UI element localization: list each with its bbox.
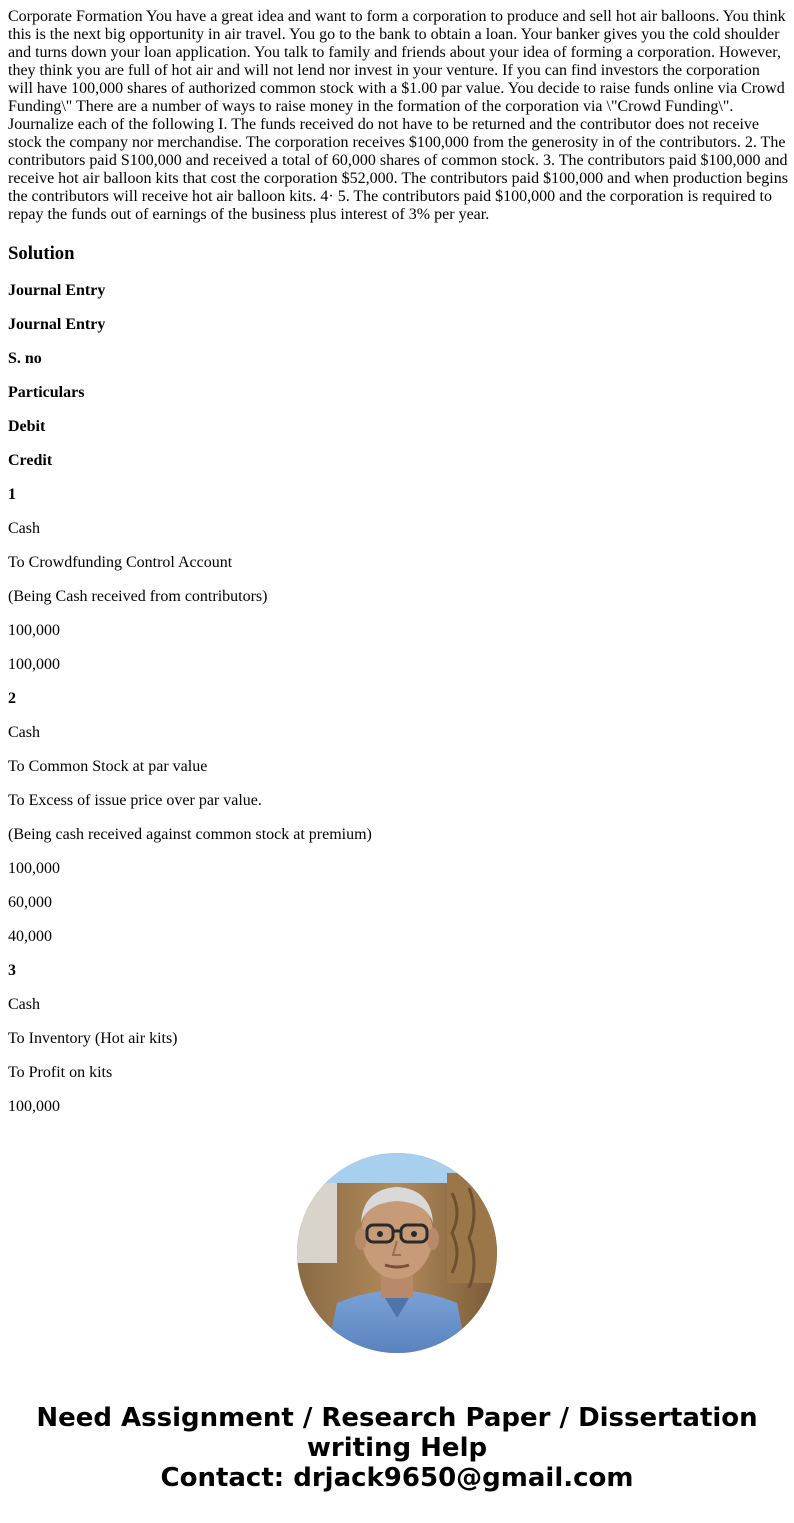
column-header-debit: Debit <box>8 418 46 435</box>
entry-particular: Cash <box>8 520 40 537</box>
entry-particular: To Profit on kits <box>8 1064 113 1081</box>
entry-narration: (Being Cash received from contributors) <box>8 588 268 605</box>
promo-line: writing Help <box>306 1433 488 1463</box>
promo-banner <box>0 1403 794 1493</box>
entry-amount: 100,000 <box>8 1098 60 1115</box>
entry-particular: To Excess of issue price over par value. <box>8 792 262 809</box>
journal-entry-heading: Journal Entry <box>8 316 106 333</box>
journal-entry-heading: Journal Entry <box>8 282 106 299</box>
column-header-particulars: Particulars <box>8 384 85 401</box>
column-header-credit: Credit <box>8 452 53 469</box>
entry-amount: 100,000 <box>8 860 60 877</box>
document-content <box>8 8 788 1115</box>
entry-amount: 40,000 <box>8 928 52 945</box>
solution-heading: Solution <box>8 243 75 264</box>
entry-particular: To Crowdfunding Control Account <box>8 554 233 571</box>
question-text: Corporate Formation You have a great idea and want to form a corporation to produce and sell hot air balloons. You think this is the next big opportunity in air travel. You go to the bank to obtain a loan. Your banker gives you the cold shoulder and turns down your loan application. You talk to family and friends about your idea of forming a corporation. However, they think you are full of hot air and will not lend nor invest in your venture. If you can find investors the corporation will have 100,000 shares of authorized common stock with a $1.00 par value. You decide to raise funds online via Crowd Funding\" There are a number of ways to raise money in the formation of the corporation via \"Crowd Funding\". Journalize each of the following I. The funds received do not have to be returned and the contributor does not receive stock the company nor merchandise. The corporation receives $100,000 from the generosity in of the contributors. 2. The contributors paid S100,000 and received a total of 60,000 shares of common stock. 3. The contributors paid $100,000 and receive hot air balloon kits that cost the corporation $52,000. The contributors paid $100,000 and when production begins the contributors will receive hot air balloon kits. 4· 5. The contributors paid $100,000 and the corporation is required to repay the funds out of earnings of the business plus interest of 3% per year. <box>8 8 788 223</box>
entry-particular: To Inventory (Hot air kits) <box>8 1030 178 1047</box>
entry-particular: To Common Stock at par value <box>8 758 208 775</box>
entry-particular: Cash <box>8 996 40 1013</box>
entry-number: 1 <box>8 486 16 503</box>
entry-particular: Cash <box>8 724 40 741</box>
entry-narration: (Being cash received against common stock at premium) <box>8 826 372 843</box>
entry-amount: 100,000 <box>8 622 60 639</box>
promo-line: Need Assignment / Research Paper / Dissertation <box>36 1403 758 1433</box>
tutor-avatar <box>297 1153 497 1353</box>
promo-contact: Contact: drjack9650@gmail.com <box>160 1463 634 1493</box>
entry-number: 3 <box>8 962 16 979</box>
column-header-sno: S. no <box>8 350 42 367</box>
journal-entry-section <box>8 282 788 1132</box>
entry-amount: 100,000 <box>8 656 60 673</box>
entry-amount: 60,000 <box>8 894 52 911</box>
entry-number: 2 <box>8 690 16 707</box>
